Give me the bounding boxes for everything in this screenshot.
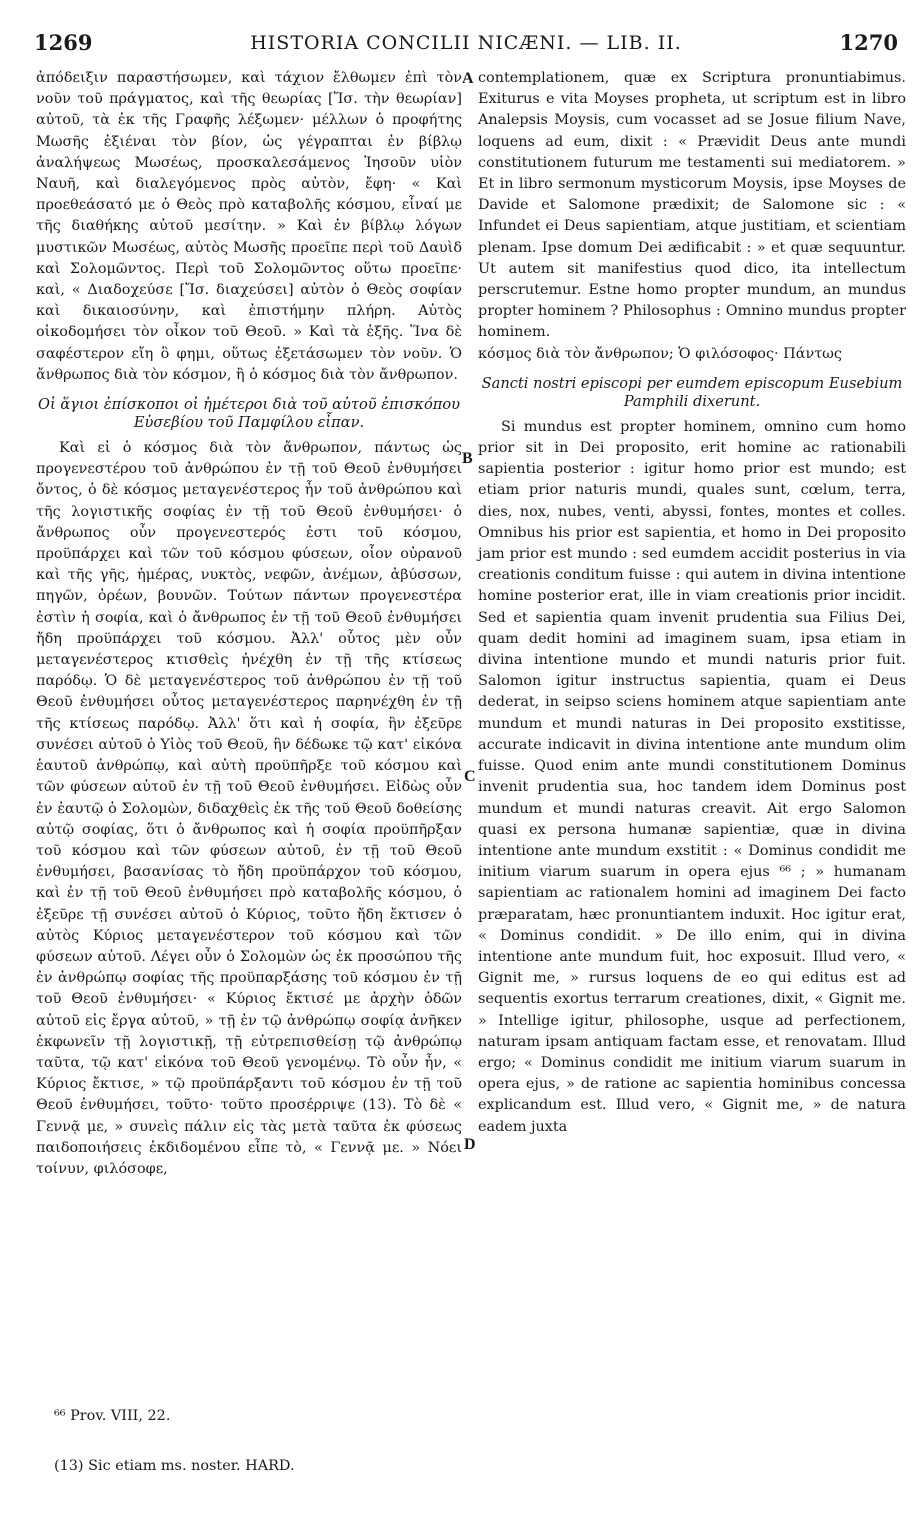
greek-paragraph-1: ἀπόδειξιν παραστήσωμεν, καὶ τάχιον ἔλθωμεν ἐπὶ τὸν νοῦν τοῦ πράγματος, καὶ τῆς θεωρίας [Ἴσ. τὴν θεωρίαν] αὐτοῦ, τὰ ἐκ τῆς Γραφῆς λέξωμεν· μέλλων ὁ προφήτης Μωσῆς ἐξιέναι τὸν βίον, ὡς γέγραπται ἐν βίβλῳ ἀναλήψεως Μωσέως, προσκαλεσάμενος Ἰησοῦν υἱὸν Ναυῆ, καὶ διαλεγόμενος πρὸς αὐτὸν, ἔφη· « Καὶ προεθεάσατό με ὁ Θεὸς πρὸ καταβολῆς κόσμου, εἶναί με τῆς διαθήκης αὐτοῦ μεσίτην. » Καὶ ἐν βίβλῳ λόγων μυστικῶν Μωσέως, αὐτὸς Μωσῆς προεῖπε περὶ τοῦ Δαυὶδ καὶ Σολομῶντος. Περὶ τοῦ Σολομῶντος οὕτω προεῖπε· καὶ, « Διαδοχεύσε [Ἴσ. διαχεύσει] αὐτὸν ὁ Θεὸς σοφίαν καὶ δικαιοσύνην, καὶ ἐπιστήμην πλήρη. Αὐτὸς οἰκοδομήσει τὸν οἶκον τοῦ Θεοῦ. » Καὶ τὰ ἑξῆς. Ἵνα δὲ σαφέστερον εἴη ὃ φημι, οὕτως ἐξετάσωμεν τὸν νοῦν. Ὁ ἄνθρωπος διὰ τὸν κόσμον, ἢ ὁ κόσμος διὰ τὸν ἄνθρωπον. xyxy=(36,70,462,383)
page-number-right: 1270 xyxy=(839,30,898,55)
latin-column xyxy=(478,68,906,1138)
latin-section-heading: Sancti nostri episcopi per eumdem episcopum Eusebium Pamphili dixerunt. xyxy=(481,374,903,410)
margin-marker-a: A xyxy=(462,70,474,87)
footnote-13: (13) Sic etiam ms. noster. HARD. xyxy=(54,1458,295,1474)
footnotes xyxy=(54,1406,654,1476)
running-title: HISTORIA CONCILII NICÆNI. — LIB. II. xyxy=(250,32,682,54)
latin-paragraph-1: contemplationem, quæ ex Scriptura pronuntiabimus. Exiturus e vita Moyses propheta, ut scriptum est in libro Analepsis Moysis, cum vocasset ad se Josue filium Nave, loquens ad eum, dixit : « Prævidit Deus ante mundi constitutionem futurum me testamenti sui mediatorem. » Et in libro sermonum mysticorum Moysis, ipse Moyses de Davide et Salomone prædixit; de Salomone sic : « Infundet ei Deus sapientiam, atque justitiam, et scientiam plenam. Ipse domum Dei ædificabit : » et quæ sequuntur. Ut autem sit manifestius quod dico, ita intellectum perscrutemur. Estne homo propter mundum, an mundus propter hominem ? Philosophus : Omnino mundus propter hominem. xyxy=(478,70,906,341)
margin-marker-c: C xyxy=(464,768,476,785)
greek-paragraph-2: Καὶ εἰ ὁ κόσμος διὰ τὸν ἄνθρωπον, πάντως ὡς προγενεστέρου τοῦ ἀνθρώπου ἐν τῇ τοῦ Θεοῦ ἐνθυμήσει ὄντος, ὁ δὲ κόσμος μεταγενέστερος ἦν τοῦ ἀνθρώπου καὶ τῆς λογιστικῆς σοφίας ἐν τῇ τοῦ Θεοῦ ἐνθυμήσει· ὁ ἄνθρωπος οὖν προγενεστερός ἐστι τοῦ κόσμου, προϋπάρχει καὶ τῶν τοῦ κόσμου φύσεων, οἷον οὐρανοῦ καὶ τῆς γῆς, ἡμέρας, νυκτὸς, νεφῶν, ἀνέμων, ἀβύσσων, πηγῶν, ὀρέων, βουνῶν. Τούτων πάντων προγενεστέρα ἐστὶν ἡ σοφία, καὶ ὁ ἄνθρωπος ἐν τῇ τοῦ Θεοῦ ἐνθυμήσει ἤδη προϋπάρχει τοῦ κόσμου. Ἀλλ' οὗτος μὲν οὖν μεταγενέστερος κτισθεὶς ἠνέχθη ἐν τῇ τῆς κτίσεως παρόδῳ. Ὁ δὲ μεταγενέστερος τοῦ ἀνθρώπου ἐν τῇ τοῦ Θεοῦ ἐνθυμήσει οὗτος μεταγενέστερος παρηνέχθη ἐν τῇ τῆς κτίσεως παρόδῳ. Ἀλλ' ὅτι καὶ ἡ σοφία, ἣν ἐξεῦρε συνέσει αὐτοῦ ὁ Υἱὸς τοῦ Θεοῦ, ἣν δέδωκε τῷ κατ' εἰκόνα ἑαυτοῦ ἀνθρώπῳ, καὶ αὐτὴ προϋπῆρξε τοῦ κόσμου καὶ τῶν φύσεων αὐτοῦ ἐν τῇ τοῦ Θεοῦ ἐνθυμήσει. Εἰδὼς οὖν ἐν ἑαυτῷ ὁ Σολομὼν, διδαχθεὶς ἐκ τῆς τοῦ Θεοῦ δοθείσης αὐτῷ σοφίας, ὅτι ὁ ἄνθρωπος καὶ ἡ σοφία προϋπῆρξαν τοῦ κόσμου καὶ τῶν φύσεων αὐτοῦ, ἐν τῇ τοῦ Θεοῦ ἐνθυμήσει, βασανίσας τὸ ἤδη προϋπάρχον τοῦ κόσμου, καὶ ἐν τῇ τοῦ Θεοῦ ἐνθυμήσει πρὸ καταβολῆς κόσμου, ὁ ἐξεῦρε τῇ συνέσει αὐτοῦ ὁ Κύριος, τοῦτο ἤδη ἔκτισεν ὁ αὐτὸς Κύριος μεταγενέστερον τοῦ κόσμου καὶ τῶν φύσεων αὐτοῦ. Λέγει οὖν ὁ Σολομὼν ὡς ἐκ προσώπου τῆς ἐν ἀνθρώπῳ σοφίας τῆς προϋπαρξάσης τοῦ κόσμου ἐν τῇ τοῦ Θεοῦ ἐνθυμήσει· « Κύριος ἔκτισέ με ἀρχὴν ὁδῶν αὐτοῦ εἰς ἔργα αὐτοῦ, » τῇ ἐν τῷ ἀνθρώπῳ σοφίᾳ ἀνῆκεν ἐκφωνεῖν τῇ λογιστικῇ, τῇ εὐτρεπισθείσῃ τῷ ἀνθρώπῳ ταῦτα, τῷ κατ' εἰκόνα τοῦ Θεοῦ γενομένῳ. Τὸ οὖν ἦν, « Κύριος ἔκτισε, » τῷ προϋπάρξαντι τοῦ κόσμου ἐν τῇ τοῦ Θεοῦ ἐνθυμήσει, τοῦτο· τοῦτο προσέρριψε (13). Τὸ δὲ « Γεννᾷ με, » συνεὶς πάλιν εἰς τὰς μετὰ ταῦτα ἐκ φύσεως παιδοποιήσεις ἐκδιδομένου εἶπε τὸ, « Γεννᾷ με. » Νόει τοίνυν, φιλόσοφε, xyxy=(36,440,462,1177)
margin-marker-d: D xyxy=(464,1136,476,1153)
footnote-66: ⁶⁶ Prov. VIII, 22. xyxy=(54,1408,171,1424)
page-number-left: 1269 xyxy=(34,30,93,55)
greek-section-heading: Οἱ ἅγιοι ἐπίσκοποι οἱ ἡμέτεροι διὰ τοῦ αὐτοῦ ἐπισκόπου Εὐσεβίου τοῦ Παμφίλου εἶπαν. xyxy=(38,396,460,432)
latin-paragraph-2: Si mundus est propter hominem, omnino cum homo prior sit in Dei proposito, erit homine ac rationabili sapientia posterior : igitur homo prior est mundo; est etiam prior naturis mundi, quales sunt, cœlum, terra, dies, nox, nubes, venti, abyssi, fontes, montes et colles. Omnibus his prior est sapientia, et homo in Dei proposito jam prior est mundo : sed eumdem accidit posterius in via creationis conditum fuisse : qui autem in divina intentione homine posterior erat, ille in viam creationis prior incidit. Sed et sapientia quam invenit prudentia sua Filius Dei, quam dedit homini ad imaginem suam, ipsa etiam in divina intentione mundo et mundi naturis prior fuit. Salomon igitur instructus sapientia, quam ei Deus dederat, in seipso sciens hominem atque sapientiam ante mundum et mundi naturas in Dei proposito exstitisse, accurate indicavit in divina intentione ante mundum olim fuisse. Quod enim ante mundi constitutionem Dominus invenit prudentia sua, hoc tandem idem Dominus post mundum et mundi naturas creavit. Ait ergo Salomon quasi ex persona humanæ sapientiæ, quæ in divina intentione ante mundum exstitit : « Dominus condidit me initium viarum suarum in opera ejus ⁶⁶ ; » humanam sapientiam ac rationalem homini ad imaginem Dei facto præparatam, hæc pronuntiantem induxit. Hoc igitur erat, « Dominus condidit. » De illo enim, qui in divina intentione ante mundum fuit, hoc exposuit. Illud vero, « Gignit me, » rursus loquens de eo qui editus est ad sequentis exortus terrarum creationes, dixit, « Gignit me. » Intellige igitur, philosophe, usque ad perfectionem, naturam ipsam antiquam factam esse, et renovatam. Illud ergo; « Dominus condidit me initium viarum suarum in opera ejus, » de ratione ac sapientia hominibus concessa explicandum est. Illud vero, « Gignit me, » de natura eadem juxta xyxy=(478,418,906,1135)
greek-column xyxy=(36,68,462,1180)
margin-marker-b: B xyxy=(462,450,473,467)
latin-greek-insert: κόσμος διὰ τὸν ἄνθρωπον; Ὁ φιλόσοφος· Πάντως xyxy=(478,345,842,362)
page-header xyxy=(30,26,902,60)
